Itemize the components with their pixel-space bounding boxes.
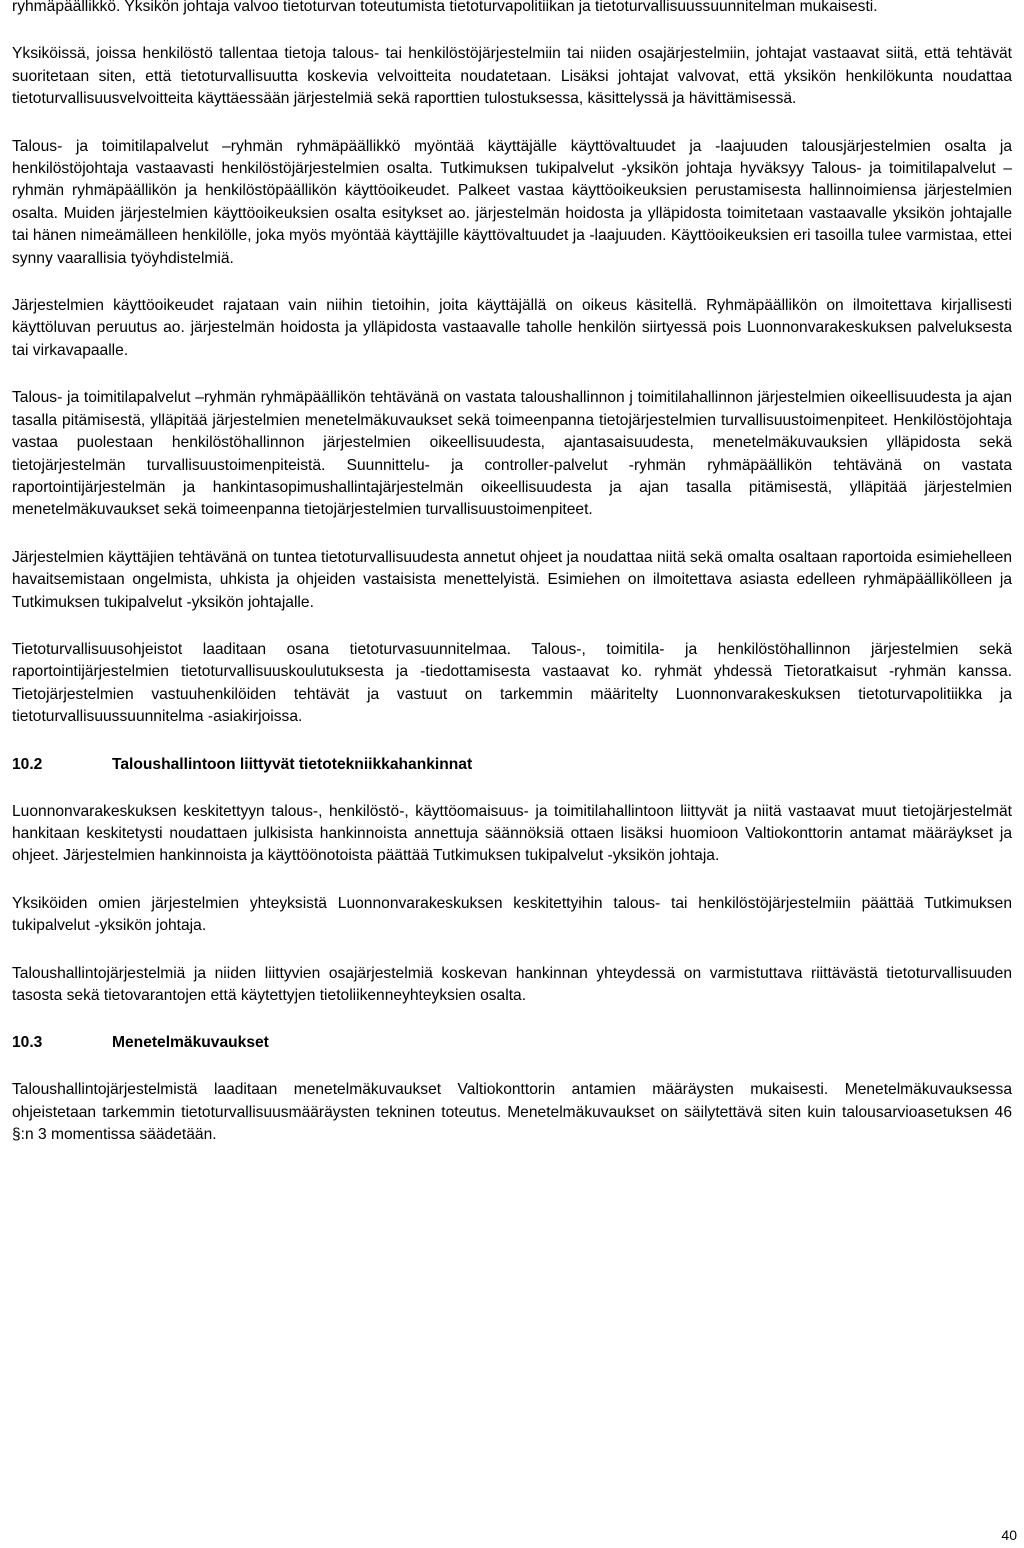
intro-paragraph-block [12, 0, 1012, 18]
paragraph: Järjestelmien käyttäjien tehtävänä on tuntea tietoturvallisuudesta annetut ohjeet ja noudattaa niitä sekä omalta osaltaan raportoida esimiehelleen havaitsemistaan ongelmista, uhkista ja ohjeiden vastaisista menettelyistä. Esimiehen on ilmoitettava asiasta edelleen ryhmäpäällikölleen ja Tutkimuksen tukipalvelut -yksikön johtajalle. [12, 548, 1012, 611]
section-number: 10.2 [12, 755, 43, 773]
paragraph: Taloushallintojärjestelmiä ja niiden liittyvien osajärjestelmiä koskevan hankinnan yhteydessä on varmistuttava riittävästä tietoturvallisuuden tasosta sekä tietovarantojen että käytettyjen tietoliikenneyhteyksien osalta. [12, 964, 1012, 1004]
section-title: Taloushallintoon liittyvät tietotekniikkahankinnat [112, 755, 473, 773]
paragraph-block [12, 387, 1012, 521]
paragraph: ryhmäpäällikkö. Yksikön johtaja valvoo tietoturvan toteutumista tietoturvapolitiikan ja tietoturvallisuussuunnitelman mukaisesti. [12, 0, 878, 15]
paragraph: Talous- ja toimitilapalvelut –ryhmän ryhmäpäällikkö myöntää käyttäjälle käyttövaltuudet ja -laajuuden talousjärjestelmien osalta ja henkilöstöjohtaja vastaavasti henkilöstöjärjestelmien osalta. Tutkimuksen tukipalvelut -yksikön johtaja hyväksyy Talous- ja toimitilapalvelut –ryhmän ryhmäpäällikön ja henkilöstöpäällikön käyttöoikeudet. Palkeet vastaa käyttöoikeuksien perustamisesta hallinnoimiensa järjestelmien osalta. Muiden järjestelmien käyttöoikeuksien osalta esitykset ao. järjestelmän hoidosta ja ylläpidosta toimitetaan vastaavalle yksikön johtajalle tai hänen nimeämälleen henkilölle, joka myös myöntää käyttäjille käyttövaltuudet ja -laajuuden. Käyttöoikeuksien eri tasoilla tulee varmistaa, ettei synny vaarallisia työyhdistelmiä. [12, 137, 1012, 267]
paragraph: Talous- ja toimitilapalvelut –ryhmän ryhmäpäällikön tehtävänä on vastata taloushallinnon j toimitilahallinnon järjestelmien oikeellisuudesta ja ajan tasalla pitämisestä, ylläpitää järjestelmien menetelmäkuvaukset sekä toimeenpanna tietojärjestelmien turvallisuustoimenpiteet. Henkilöstöjohtaja vastaa puolestaan henkilöstöhallinnon järjestelmien oikeellisuudesta, ajantasaisuudesta, menetelmäkuvauksien ylläpidosta sekä tietojärjestelmän turvallisuustoimenpiteistä. Suunnittelu- ja controller-palvelut -ryhmän ryhmäpäällikön tehtävänä on vastata raportointijärjestelmän ja hankintasopimushallintajärjestelmän oikeellisuudesta ja ajan tasalla pitämisestä, ylläpitää järjestelmien menetelmäkuvaukset sekä toimeenpanna tietojärjestelmien turvallisuustoimenpiteet. [12, 389, 1012, 519]
section-heading-10-3 [12, 1032, 1012, 1054]
paragraph-block [12, 963, 1012, 1008]
section-title: Menetelmäkuvaukset [112, 1034, 269, 1052]
paragraph-block [12, 1079, 1012, 1146]
paragraph-block [12, 639, 1012, 729]
paragraph-block [12, 136, 1012, 270]
page-number: 40 [1001, 1527, 1017, 1543]
paragraph: Yksiköissä, joissa henkilöstö tallentaa tietoja talous- tai henkilöstöjärjestelmiin tai niiden osajärjestelmiin, johtajat vastaavat siitä, että tehtävät suoritetaan siten, että tietoturvallisuutta koskevia velvoitteita noudatetaan. Lisäksi johtajat valvovat, että yksikön henkilökunta noudattaa tietoturvallisuusvelvoitteita käyttäessään järjestelmiä sekä raporttien tulostuksessa, käsittelyssä ja hävittämisessä. [12, 45, 1012, 108]
paragraph-block [12, 547, 1012, 614]
paragraph-block [12, 893, 1012, 938]
paragraph: Taloushallintojärjestelmistä laaditaan menetelmäkuvaukset Valtiokonttorin antamien määräysten mukaisesti. Menetelmäkuvauksessa ohjeistetaan tarkemmin tietoturvallisuusmääräysten tekninen toteutus. Menetelmäkuvaukset on säilytettävä siten kuin talousarvioasetuksen 46 §:n 3 momentissa säädetään. [12, 1081, 1012, 1144]
paragraph: Yksiköiden omien järjestelmien yhteyksistä Luonnonvarakeskuksen keskitettyihin talous- tai henkilöstöjärjestelmiin päättää Tutkimuksen tukipalvelut -yksikön johtaja. [12, 894, 1012, 935]
section-heading-10-2 [12, 754, 1012, 776]
paragraph: Järjestelmien käyttöoikeudet rajataan vain niihin tietoihin, joita käyttäjällä on oikeus käsitellä. Ryhmäpäällikön on ilmoitettava kirjallisesti käyttöluvan peruutus ao. järjestelmän hoidosta ja ylläpidosta vastaavalle taholle henkilön siirtyessä pois Luonnonvarakeskuksen palveluksesta tai virkavapaalle. [12, 297, 1012, 359]
paragraph-block [12, 295, 1012, 362]
paragraph-block [12, 801, 1012, 868]
paragraph: Luonnonvarakeskuksen keskitettyyn talous-, henkilöstö-, käyttöomaisuus- ja toimitilahallintoon liittyvät ja niitä vastaavat muut tietojärjestelmät hankitaan keskitetysti noudattaen julkisista hankinnoista annettuja säännöksiä ottaen lisäksi huomioon Valtiokonttorin antamat määräykset ja ohjeet. Järjestelmien hankinnoista ja käyttöönotoista päättää Tutkimuksen tukipalvelut -yksikön johtaja. [12, 802, 1012, 865]
paragraph-block [12, 43, 1012, 110]
page-content [12, 0, 1012, 1172]
section-number: 10.3 [12, 1034, 43, 1052]
paragraph: Tietoturvallisuusohjeistot laaditaan osana tietoturvasuunnitelmaa. Talous-, toimitila- ja henkilöstöhallinnon järjestelmien sekä raportointijärjestelmien tietoturvallisuuskoulutuksesta ja -tiedottamisesta vastaavat ko. ryhmät yhdessä Tietoratkaisut -ryhmän kanssa. Tietojärjestelmien vastuuhenkilöiden tehtävät ja vastuut on tarkemmin määritelty Luonnonvarakeskuksen tietoturvapolitiikka ja tietoturvallisuussuunnitelma -asiakirjoissa. [12, 640, 1012, 726]
